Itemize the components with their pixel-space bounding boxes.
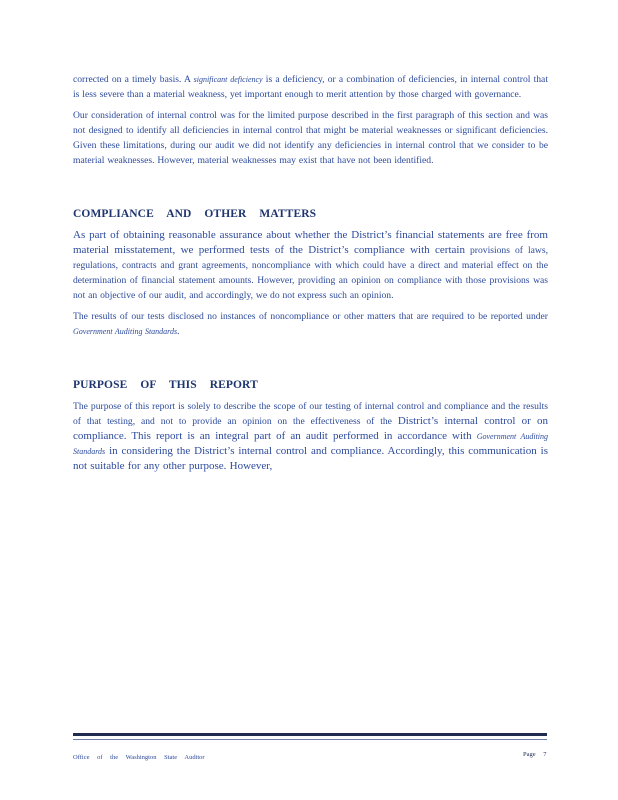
paragraph-purpose: The purpose of this report is solely to describe the scope of our testing of internal control and compliance and the results of that testing, and not to provide an opinion on the effectiveness of the District’s internal control or on compliance. This report is an integral part of an audit performed in accordance with Government Auditing Standards in considering the District’s internal control and compliance. Accordingly, this communication is not suitable for any other purpose. However, bbox=[73, 401, 549, 472]
paragraph-internal-control-consideration: Our consideration of internal control was for the limited purpose described in the first paragraph of this section and was not designed to identify all deficiencies in internal control that might be material weaknesses or significant deficiencies. Given these limitations, during our audit we did not identify any deficiencies in internal control that we consider to be material weaknesses. However, material weaknesses may exist that have not been identified. bbox=[73, 110, 548, 166]
footer-rule-thin bbox=[73, 739, 547, 740]
paragraph-compliance-tests: As part of obtaining reasonable assurance about whether the District’s financial statements are free from material misstatement, we performed tests of the District’s compliance with certain provisions of laws, regulations, contracts and grant agreements, noncompliance with which could have a direct and material effect on the determination of financial statement amounts. However, providing an opinion on compliance with those provisions was not an objective of our audit, and accordingly, we do not express such an opinion. bbox=[73, 229, 548, 301]
footer-office-name: Office of the Washington State Auditor bbox=[73, 754, 205, 761]
footer-page-number bbox=[523, 751, 547, 758]
page-number: 7 bbox=[543, 751, 547, 758]
heading-compliance: COMPLIANCE AND OTHER MATTERS bbox=[73, 208, 317, 220]
page-label: Page bbox=[523, 751, 536, 758]
heading-purpose: PURPOSE OF THIS REPORT bbox=[73, 379, 258, 391]
paragraph-deficiency-definition: corrected on a timely basis. A significant deficiency is a deficiency, or a combination of deficiencies, in internal control that is less severe than a material weakness, yet important enough to merit attention by those charged with governance. bbox=[73, 74, 548, 100]
gas-reference-purpose: Government Auditing Standards bbox=[73, 432, 549, 456]
gas-reference: Government Auditing Standards bbox=[73, 327, 178, 336]
report-body bbox=[73, 72, 548, 474]
paragraph-compliance-results: The results of our tests disclosed no instances of noncompliance or other matters that are required to be reported under Government Auditing Standards. bbox=[73, 311, 548, 337]
significant-deficiency-term: significant deficiency bbox=[193, 75, 263, 84]
footer-rule-thick bbox=[73, 733, 547, 736]
